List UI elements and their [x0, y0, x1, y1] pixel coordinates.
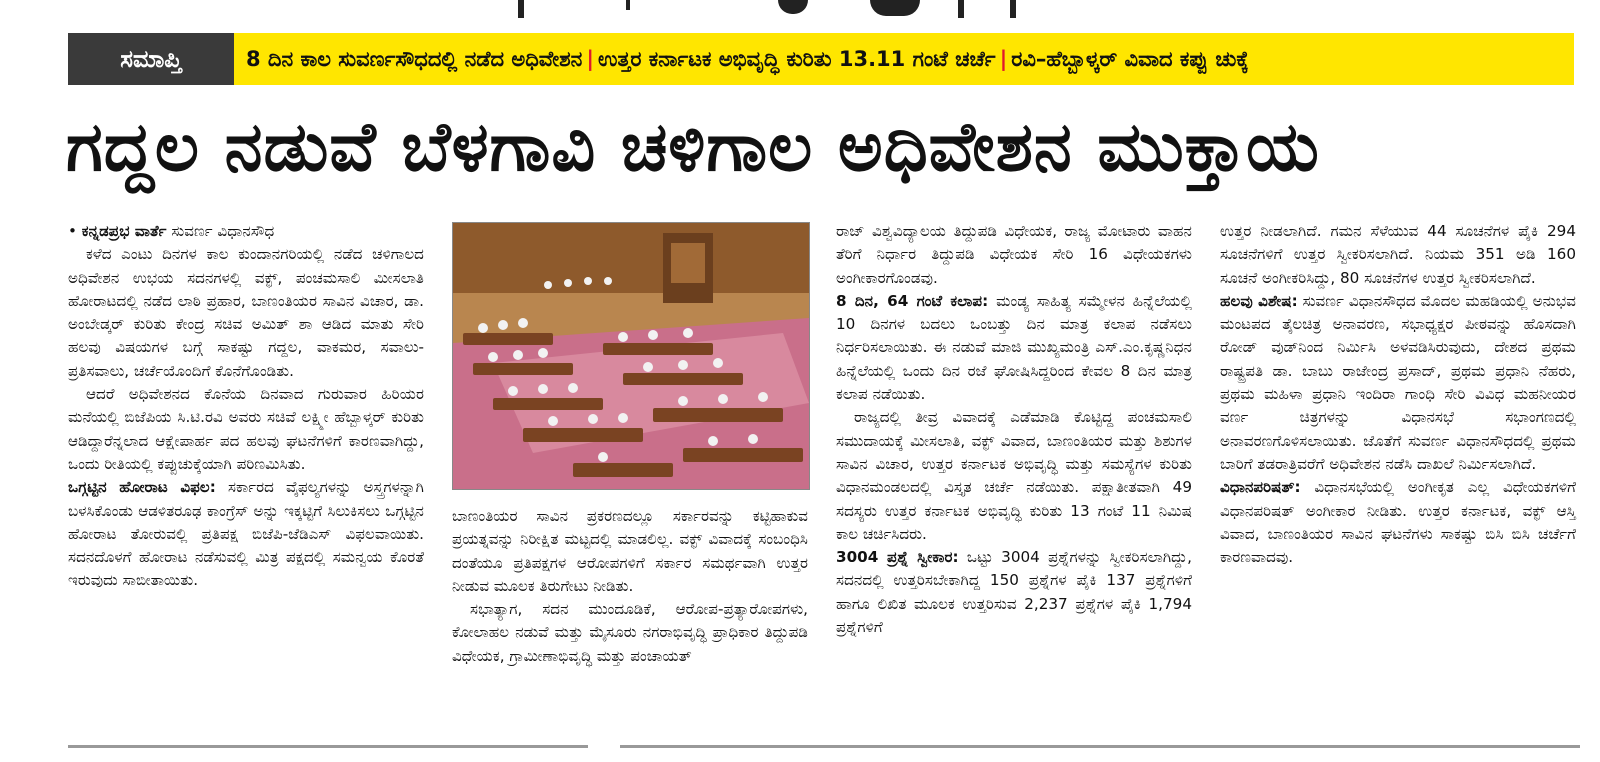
paragraph: [836, 546, 1192, 639]
banner-separator: |: [999, 47, 1008, 71]
banner-item: ರವಿ–ಹೆಬ್ಬಾಳ್ಕರ್ ವಿವಾದ ಕಪ್ಪು ಚುಕ್ಕೆ: [1011, 47, 1249, 71]
banner-item: 8 ದಿನ ಕಾಲ ಸುವರ್ಣಸೌಧದಲ್ಲಿ ನಡೆದ ಅಧಿವೇಶನ: [246, 47, 583, 71]
paragraph-text: ಒಟ್ಟು 3004 ಪ್ರಶ್ನೆಗಳನ್ನು ಸ್ವೀಕರಿಸಲಾಗಿದ್ದು, ಸದನದಲ್ಲಿ ಉತ್ತರಿಸಬೇಕಾಗಿದ್ದ 150 ಪ್ರಶ್ನೆಗಳ ಪೈಕಿ 137 ಪ್ರಶ್ನೆಗಳಿಗೆ ಹಾಗೂ ಲಿಖಿತ ಮೂಲಕ ಉತ್ತರಿಸುವ 2,237 ಪ್ರಶ್ನೆಗಳ ಪೈಕಿ 1,794 ಪ್ರಶ್ನೆಗಳಿಗೆ: [836, 548, 1192, 637]
bullet-icon: •: [68, 222, 77, 240]
subheading: ಒಗ್ಗಟ್ಟಿನ ಹೋರಾಟ ವಿಫಲ:: [68, 478, 216, 497]
article-headline: ಗದ್ದಲ ನಡುವೆ ಬೆಳಗಾವಿ ಚಳಿಗಾಲ ಅಧಿವೇಶನ ಮುಕ್ತಾಯ: [66, 108, 1320, 187]
paragraph: ರಾಜ್ ವಿಶ್ವವಿದ್ಯಾಲಯ ತಿದ್ದುಪಡಿ ವಿಧೇಯಕ, ರಾಜ್ಯ ಮೋಟಾರು ವಾಹನ ತೆರಿಗೆ ನಿರ್ಧಾರ ತಿದ್ದುಪಡಿ ವಿಧೇಯಕ ಸೇರಿ 16 ವಿಧೇಯಕಗಳು ಅಂಗೀಕಾರಗೊಂಡವು.: [836, 222, 1192, 287]
article-column-4: [1220, 220, 1576, 569]
paragraph: [1220, 476, 1576, 569]
banner-separator: |: [586, 47, 595, 71]
paragraph: ಬಾಣಂತಿಯರ ಸಾವಿನ ಪ್ರಕರಣದಲ್ಲೂ ಸರ್ಕಾರವನ್ನು ಕಟ್ಟಿಹಾಕುವ ಪ್ರಯತ್ನವನ್ನು ನಿರೀಕ್ಷಿತ ಮಟ್ಟದಲ್ಲಿ ಮಾಡಲಿಲ್ಲ. ವಕ್ಫ್ ವಿವಾದಕ್ಕೆ ಸಂಬಂಧಿಸಿ ದಂತೆಯೂ ಪ್ರತಿಪಕ್ಷಗಳ ಆರೋಪಗಳಿಗೆ ಸರ್ಕಾರ ಸಮರ್ಥವಾಗಿ ಉತ್ತರ ನೀಡುವ ಮೂಲಕ ತಿರುಗೇಟು ನೀಡಿತು.: [452, 507, 808, 595]
byline-place: ಸುವರ್ಣ ವಿಧಾನಸೌಧ: [171, 222, 275, 240]
article-column-1: [68, 220, 424, 593]
banner-summary: [246, 33, 1249, 85]
subheading: 3004 ಪ್ರಶ್ನೆ ಸ್ವೀಕಾರ:: [836, 548, 959, 567]
paragraph: [836, 290, 1192, 406]
paragraph: ರಾಜ್ಯದಲ್ಲಿ ತೀವ್ರ ವಿವಾದಕ್ಕೆ ಎಡೆಮಾಡಿ ಕೊಟ್ಟಿದ್ದ ಪಂಚಮಸಾಲಿ ಸಮುದಾಯಕ್ಕೆ ಮೀಸಲಾತಿ, ವಕ್ಫ್ ವಿವಾದ, ಬಾಣಂತಿಯರ ಮತ್ತು ಶಿಶುಗಳ ಸಾವಿನ ವಿಚಾರ, ಉತ್ತರ ಕರ್ನಾಟಕ ಅಭಿವೃದ್ಧಿ ಮತ್ತು ಸಮಸ್ಯೆಗಳ ಕುರಿತು ವಿಧಾನಮಂಡಲದಲ್ಲಿ ವಿಸ್ತೃತ ಚರ್ಚೆ ನಡೆಯಿತು. ಪಕ್ಷಾತೀತವಾಗಿ 49 ಸದಸ್ಯರು ಉತ್ತರ ಕರ್ನಾಟಕ ಅಭಿವೃದ್ಧಿ ಕುರಿತು 13 ಗಂಟೆ 11 ನಿಮಿಷ ಕಾಲ ಚರ್ಚಿಸಿದರು.: [836, 408, 1192, 543]
paragraph: [68, 476, 424, 592]
paragraph-text: ಸುವರ್ಣ ವಿಧಾನಸೌಧದ ಮೊದಲ ಮಹಡಿಯಲ್ಲಿ ಅನುಭವ ಮಂಟಪದ ತೈಲಚಿತ್ರ ಅನಾವರಣ, ಸಭಾಧ್ಯಕ್ಷರ ಪೀಠವನ್ನು ಹೊಸದಾಗಿ ರೋಡ್ ವುಡ್‌ನಿಂದ ನಿರ್ಮಿಸಿ ಅಳವಡಿಸಿರುವುದು, ದೇಶದ ಪ್ರಥಮ ರಾಷ್ಟ್ರಪತಿ ಡಾ. ಬಾಬು ರಾಜೇಂದ್ರ ಪ್ರಸಾದ್, ಪ್ರಥಮ ಪ್ರಧಾನಿ ನೆಹರು, ಪ್ರಥಮ ಮಹಿಳಾ ಪ್ರಧಾನಿ ಇಂದಿರಾ ಗಾಂಧಿ ಸೇರಿ ವಿವಿಧ ಮಹನೀಯರ ವರ್ಣ ಚಿತ್ರಗಳನ್ನು ವಿಧಾನಸಭೆ ಸಭಾಂಗಣದಲ್ಲಿ ಅನಾವರಣಗೊಳಿಸಲಾಯಿತು. ಜೊತೆಗೆ ಸುವರ್ಣ ವಿಧಾನಸೌಧದಲ್ಲಿ ಪ್ರಥಮ ಬಾರಿಗೆ ತಡರಾತ್ರಿವರೆಗೆ ಅಧಿವೇಶನ ನಡೆಸಿ ದಾಖಲೆ ನಿರ್ಮಿಸಲಾಗಿದೆ.: [1220, 291, 1576, 473]
paragraph-text: ಸರ್ಕಾರದ ವೈಫಲ್ಯಗಳನ್ನು ಅಸ್ತ್ರಗಳನ್ನಾಗಿ ಬಳಸಿಕೊಂಡು ಆಡಳಿತರೂಢ ಕಾಂಗ್ರೆಸ್ ಅನ್ನು ಇಕ್ಕಟ್ಟಿಗೆ ಸಿಲುಕಿಸಲು ಒಗ್ಗಟ್ಟಿನ ಹೋರಾಟ ತೋರುವಲ್ಲಿ ಪ್ರತಿಪಕ್ಷ ಬಿಜೆಪಿ-ಜೆಡಿಎಸ್ ವಿಫಲವಾಯಿತು. ಸದನದೊಳಗೆ ಹೋರಾಟ ನಡೆಸುವಲ್ಲಿ ಮಿತ್ರ ಪಕ್ಷದಲ್ಲಿ ಸಮನ್ವಯ ಕೊರತೆ ಇರುವುದು ಸಾಬೀತಾಯಿತು.: [68, 478, 424, 590]
paragraph: ಸಭಾತ್ಯಾಗ, ಸದನ ಮುಂದೂಡಿಕೆ, ಆರೋಪ-ಪ್ರತ್ಯಾರೋಪಗಳು, ಕೋಲಾಹಲ ನಡುವೆ ಮತ್ತು ಮೈಸೂರು ನಗರಾಭಿವೃದ್ಧಿ ಪ್ರಾಧಿಕಾರ ತಿದ್ದುಪಡಿ ವಿಧೇಯಕ, ಗ್ರಾಮೀಣಾಭಿವೃದ್ಧಿ ಮತ್ತು ಪಂಚಾಯತ್: [452, 600, 808, 665]
paragraph-text: ವಿಧಾನಸಭೆಯಲ್ಲಿ ಅಂಗೀಕೃತ ಎಲ್ಲ ವಿಧೇಯಕಗಳಿಗೆ ವಿಧಾನಪರಿಷತ್ ಅಂಗೀಕಾರ ನೀಡಿತು. ಉತ್ತರ ಕರ್ನಾಟಕ, ವಕ್ಫ್ ಆಸ್ತಿ ವಿವಾದ, ಬಾಣಂತಿಯರ ಸಾವಿನ ಘಟನೆಗಳು ಸಾಕಷ್ಟು ಬಿಸಿ ಬಿಸಿ ಚರ್ಚೆಗೆ ಕಾರಣವಾದವು.: [1220, 478, 1576, 567]
paragraph: [1220, 290, 1576, 476]
paragraph: ಉತ್ತರ ನೀಡಲಾಗಿದೆ. ಗಮನ ಸೆಳೆಯುವ 44 ಸೂಚನೆಗಳ ಪೈಕಿ 294 ಸೂಚನೆಗಳಿಗೆ ಉತ್ತರ ಸ್ವೀಕರಿಸಲಾಗಿದೆ. ನಿಯಮ 351 ಅಡಿ 160 ಸೂಚನೆ ಅಂಗೀಕರಿಸಿದ್ದು, 80 ಸೂಚನೆಗಳ ಉತ್ತರ ಸ್ವೀಕರಿಸಲಾಗಿದೆ.: [1220, 222, 1576, 287]
section-banner: [68, 33, 1574, 85]
article-column-2: [452, 505, 808, 668]
bottom-rule: [68, 745, 588, 748]
bottom-rule: [620, 745, 1580, 748]
paragraph: ಕಳೆದ ಎಂಟು ದಿನಗಳ ಕಾಲ ಕುಂದಾನಗರಿಯಲ್ಲಿ ನಡೆದ ಚಳಿಗಾಲದ ಅಧಿವೇಶನ ಉಭಯ ಸದನಗಳಲ್ಲಿ ವಕ್ಫ್, ಪಂಚಮಸಾಲಿ ಮೀಸಲಾತಿ ಹೋರಾಟದಲ್ಲಿ ನಡೆದ ಲಾಠಿ ಪ್ರಹಾರ, ಬಾಣಂತಿಯರ ಸಾವಿನ ವಿಚಾರ, ಡಾ. ಅಂಬೇಡ್ಕರ್ ಕುರಿತು ಕೇಂದ್ರ ಸಚಿವ ಅಮಿತ್ ಶಾ ಆಡಿದ ಮಾತು ಸೇರಿ ಹಲವು ವಿಷಯಗಳ ಬಗ್ಗೆ ಸಾಕಷ್ಟು ಗದ್ದಲ, ವಾಕಮರ, ಸವಾಲು-ಪ್ರತಿಸವಾಲು, ಚರ್ಚೆಯೊಂದಿಗೆ ಕೊನೆಗೊಂಡಿತು.: [68, 245, 424, 380]
section-label: ಸಮಾಪ್ತಿ: [68, 33, 234, 85]
byline-source: ಕನ್ನಡಪ್ರಭ ವಾರ್ತೆ: [81, 222, 167, 240]
banner-item: ಉತ್ತರ ಕರ್ನಾಟಕ ಅಭಿವೃದ್ಧಿ ಕುರಿತು 13.11 ಗಂಟೆ ಚರ್ಚೆ: [598, 47, 996, 71]
byline: [68, 220, 424, 243]
assembly-photo: [452, 222, 810, 490]
subheading: ವಿಧಾನಪರಿಷತ್:: [1220, 478, 1301, 497]
subheading: 8 ದಿನ, 64 ಗಂಟೆ ಕಲಾಪ:: [836, 291, 989, 310]
paragraph: ಆದರೆ ಅಧಿವೇಶನದ ಕೊನೆಯ ದಿನವಾದ ಗುರುವಾರ ಹಿರಿಯರ ಮನೆಯಲ್ಲಿ ಬಿಜೆಪಿಯ ಸಿ.ಟಿ.ರವಿ ಅವರು ಸಚಿವೆ ಲಕ್ಷ್ಮೀ ಹೆಬ್ಬಾಳ್ಕರ್ ಕುರಿತು ಆಡಿದ್ದಾರೆನ್ನಲಾದ ಆಕ್ಷೇಪಾರ್ಹ ಪದ ಹಲವು ಘಟನೆಗಳಿಗೆ ಕಾರಣವಾಗಿದ್ದು, ಒಂದು ರೀತಿಯಲ್ಲಿ ಕಪ್ಪುಚುಕ್ಕೆಯಾಗಿ ಪರಿಣಮಿಸಿತು.: [68, 385, 424, 473]
paragraph-text: ಮಂಡ್ಯ ಸಾಹಿತ್ಯ ಸಮ್ಮೇಳನ ಹಿನ್ನೆಲೆಯಲ್ಲಿ 10 ದಿನಗಳ ಬದಲು ಒಂಬತ್ತು ದಿನ ಮಾತ್ರ ಕಲಾಪ ನಡೆಸಲು ನಿರ್ಧರಿಸಲಾಯಿತು. ಈ ನಡುವೆ ಮಾಜಿ ಮುಖ್ಯಮಂತ್ರಿ ಎಸ್.ಎಂ.ಕೃಷ್ಣನಿಧನ ಹಿನ್ನೆಲೆಯಲ್ಲಿ ಒಂದು ದಿನ ರಜೆ ಘೋಷಿಸಿದ್ದರಿಂದ ಕೇವಲ 8 ದಿನ ಮಾತ್ರ ಕಲಾಪ ನಡೆಯಿತು.: [836, 291, 1192, 404]
masthead-fragment: [0, 0, 1600, 24]
article-column-3: [836, 220, 1192, 639]
subheading: ಹಲವು ವಿಶೇಷ:: [1220, 291, 1298, 310]
